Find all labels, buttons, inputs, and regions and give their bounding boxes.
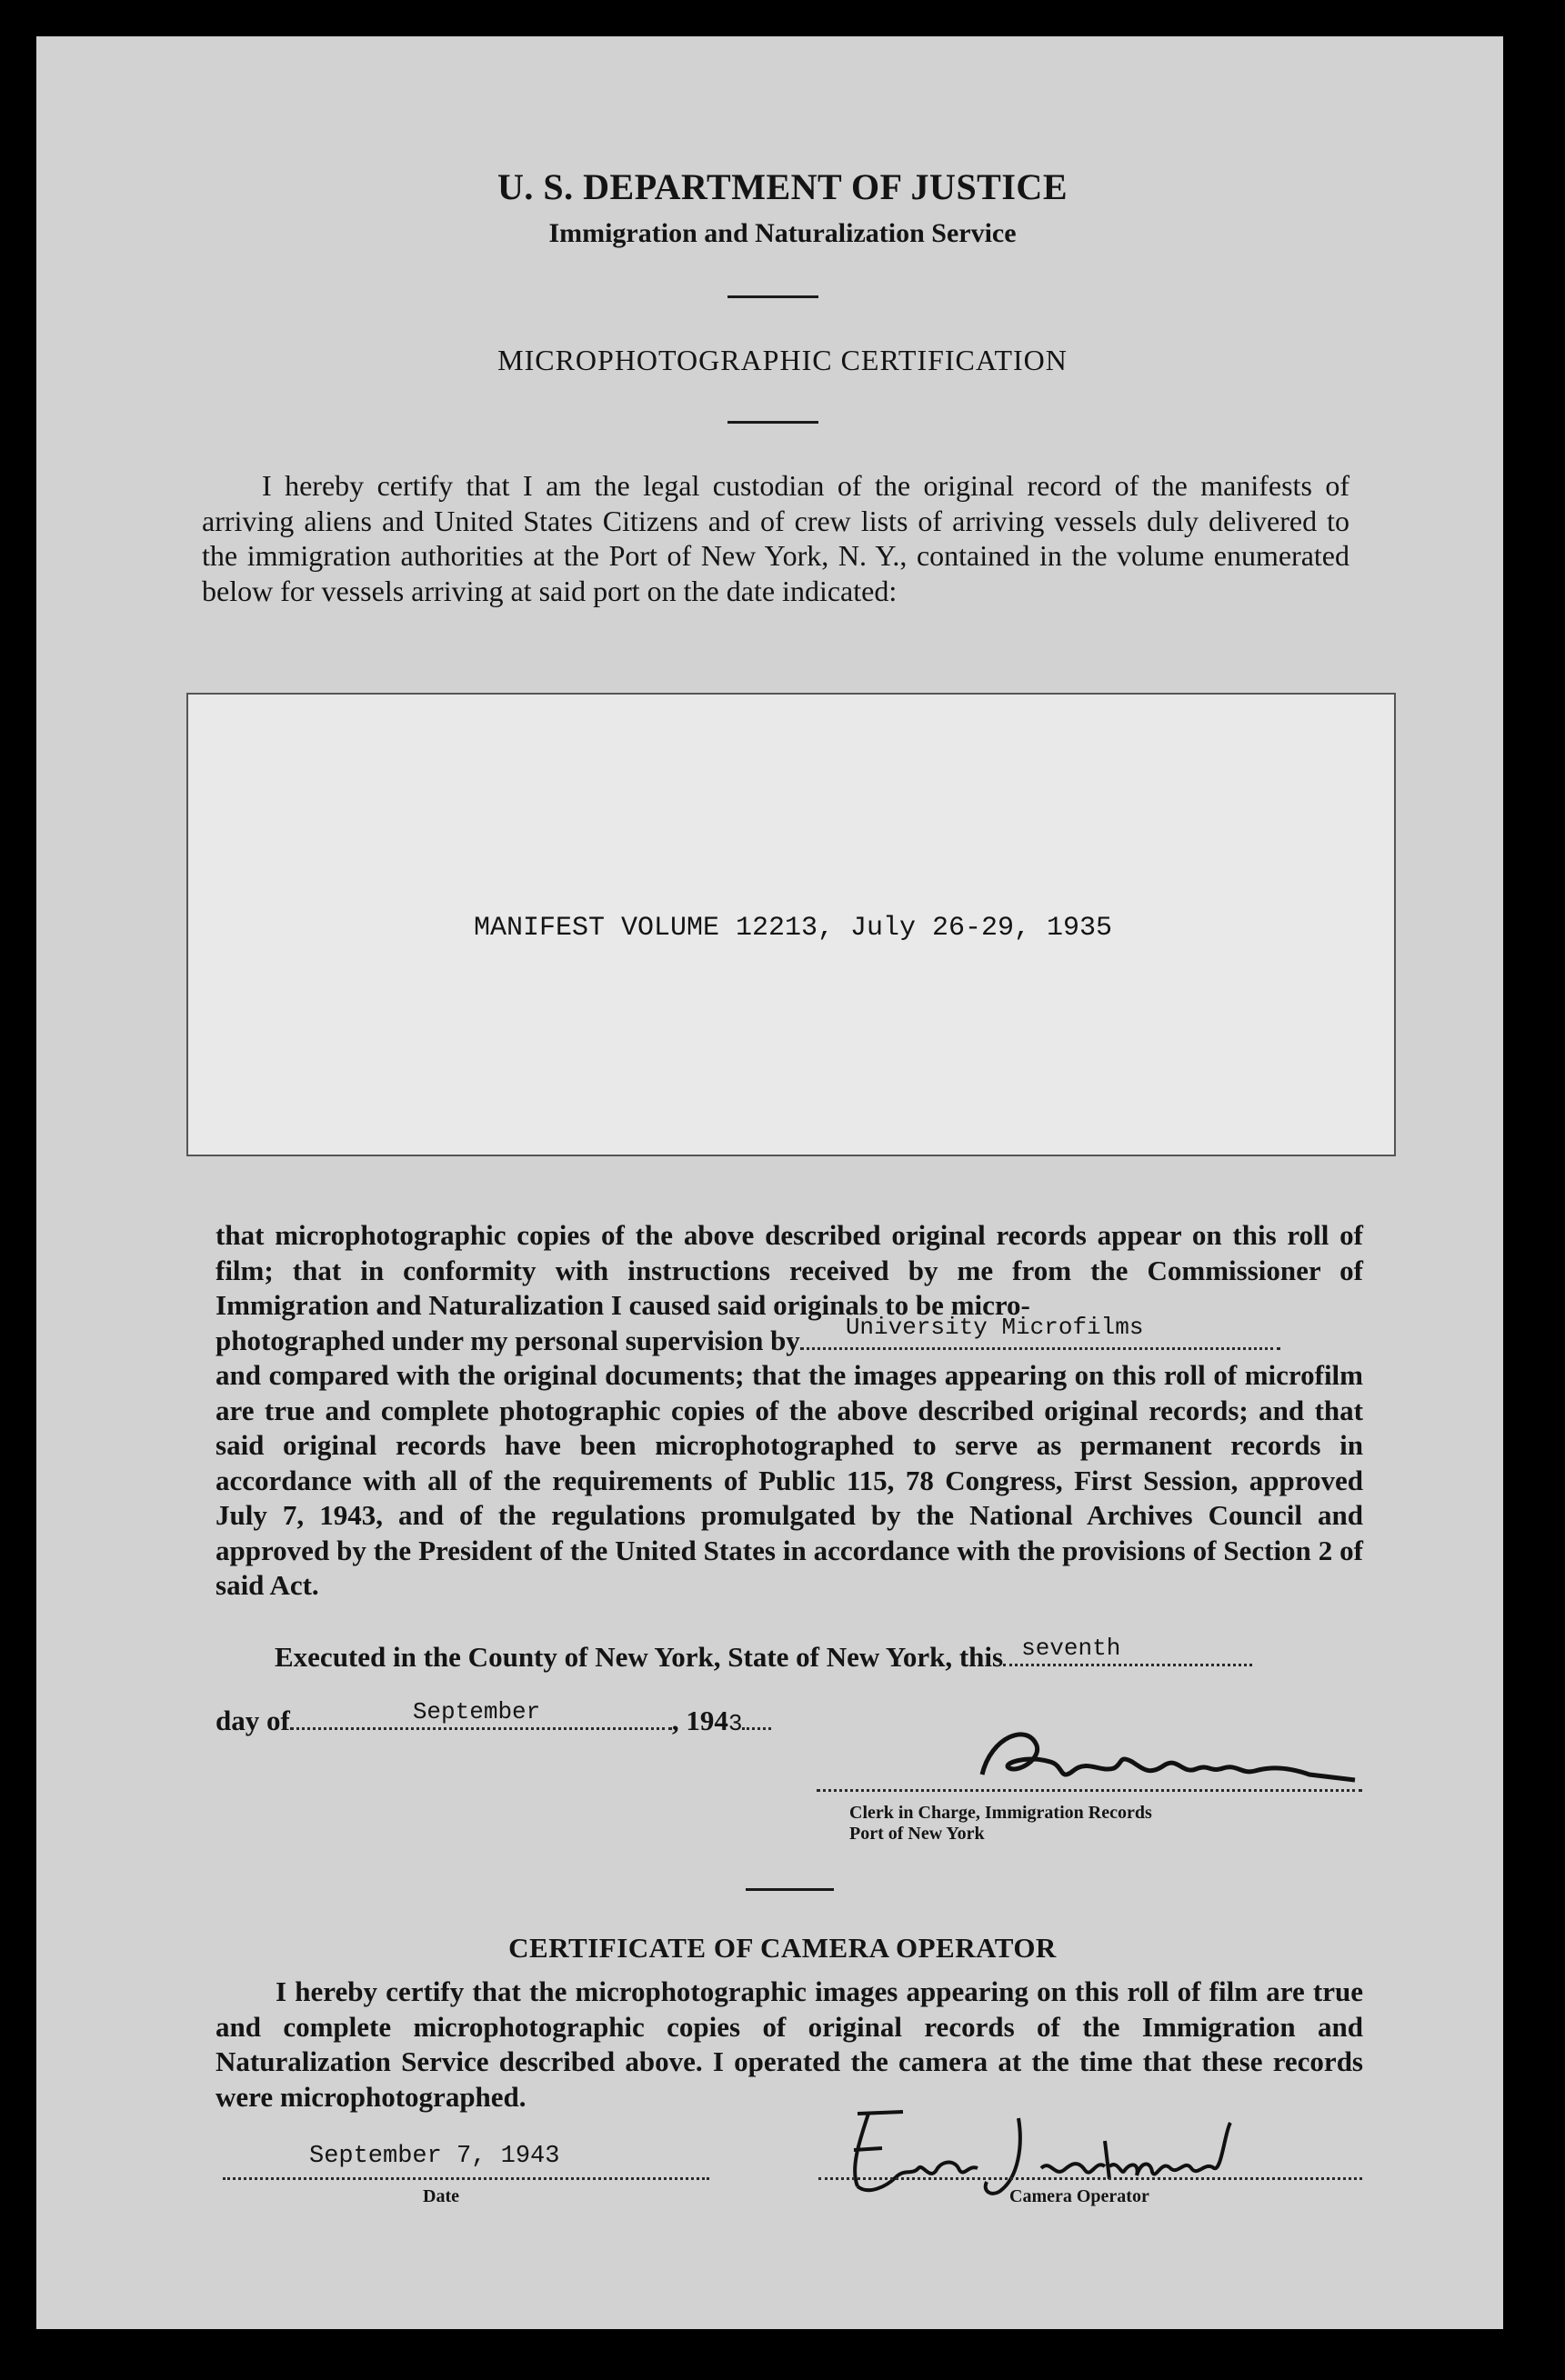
month-field: [290, 1698, 672, 1730]
divider: [727, 295, 818, 298]
camera-operator-heading: CERTIFICATE OF CAMERA OPERATOR: [508, 1932, 1057, 1964]
year-value: 3: [727, 1710, 743, 1737]
month-value: September: [412, 1698, 541, 1725]
day-value: seventh: [1021, 1635, 1121, 1662]
operator-date-value: September 7, 1943: [309, 2143, 560, 2170]
day-of-label: day of: [216, 1705, 290, 1736]
date-caption: Date: [423, 2186, 459, 2206]
camera-operator-statement-text: I hereby certify that the microphotographic images appearing on this roll of film are true and complete microphotographic copies of original records of the Immigration and Naturalization Service described above. I operated the camera at the time that these records were microphotographed.: [216, 1975, 1363, 2113]
divider: [727, 421, 818, 424]
photographer-value: University Microfilms: [845, 1314, 1144, 1341]
camera-operator-caption: Camera Operator: [1009, 2186, 1149, 2206]
certification-text-1: that microphotographic copies of the above described original records appear on this roll of film; that in conformity with instructions received by me from the Commissioner of Immigration and Naturalization I caused said originals to be micro-: [216, 1219, 1363, 1321]
supervision-prefix: photographed under my personal supervision by: [216, 1324, 800, 1356]
divider: [746, 1888, 834, 1891]
year-dots: [742, 1705, 771, 1730]
photographer-line: [216, 1314, 1363, 1359]
department-heading: U. S. DEPARTMENT OF JUSTICE: [497, 166, 1068, 207]
date-signature-line: [223, 2177, 709, 2180]
executed-line: [275, 1635, 1252, 1674]
certification-title: MICROPHOTOGRAPHIC CERTIFICATION: [497, 344, 1068, 376]
operator-signature-line: [818, 2177, 1362, 2180]
custodian-statement: [202, 468, 1349, 608]
clerk-signature-line: [817, 1789, 1362, 1792]
manifest-label-card: [186, 693, 1396, 1156]
custodian-statement-text: I hereby certify that I am the legal custodian of the original record of the manifests of arriving aliens and United States Citizens and of crew lists of arriving vessels duly delivered to the immigration authorities at the Port of New York, N. Y., contained in the volume enumerated below for vessels arriving at said port on the date indicated:: [202, 469, 1349, 607]
service-subheading: Immigration and Naturalization Service: [548, 218, 1017, 248]
photographer-field: [800, 1314, 1280, 1350]
camera-operator-statement: [216, 1975, 1363, 2115]
day-field: [1003, 1635, 1252, 1666]
manifest-volume: MANIFEST VOLUME 12213, July 26-29, 1935: [473, 913, 1113, 944]
executed-prefix: Executed in the County of New York, State of New York, this: [275, 1641, 1004, 1673]
clerk-title-line-1: Clerk in Charge, Immigration Records: [849, 1803, 1152, 1823]
clerk-signature: [964, 1718, 1364, 1800]
clerk-title: [849, 1803, 1152, 1845]
clerk-title-line-2: Port of New York: [849, 1824, 985, 1844]
date-line: [216, 1698, 771, 1737]
certification-text-2: and compared with the original documents; that the images appearing on this roll of microfilm are true and complete photographic copies of the above described original records; and that said original records have been microphotographed to serve as permanent records in accordance with all of the requirements of Public 115, 78 Congress, First Session, approved July 7, 1943, and of the regulations promulgated by the National Archives Council and approved by the President of the United States in accordance with the provisions of Section 2 of said Act.: [216, 1359, 1363, 1601]
year-prefix: , 194: [671, 1705, 728, 1736]
certification-statement: [216, 1218, 1363, 1604]
